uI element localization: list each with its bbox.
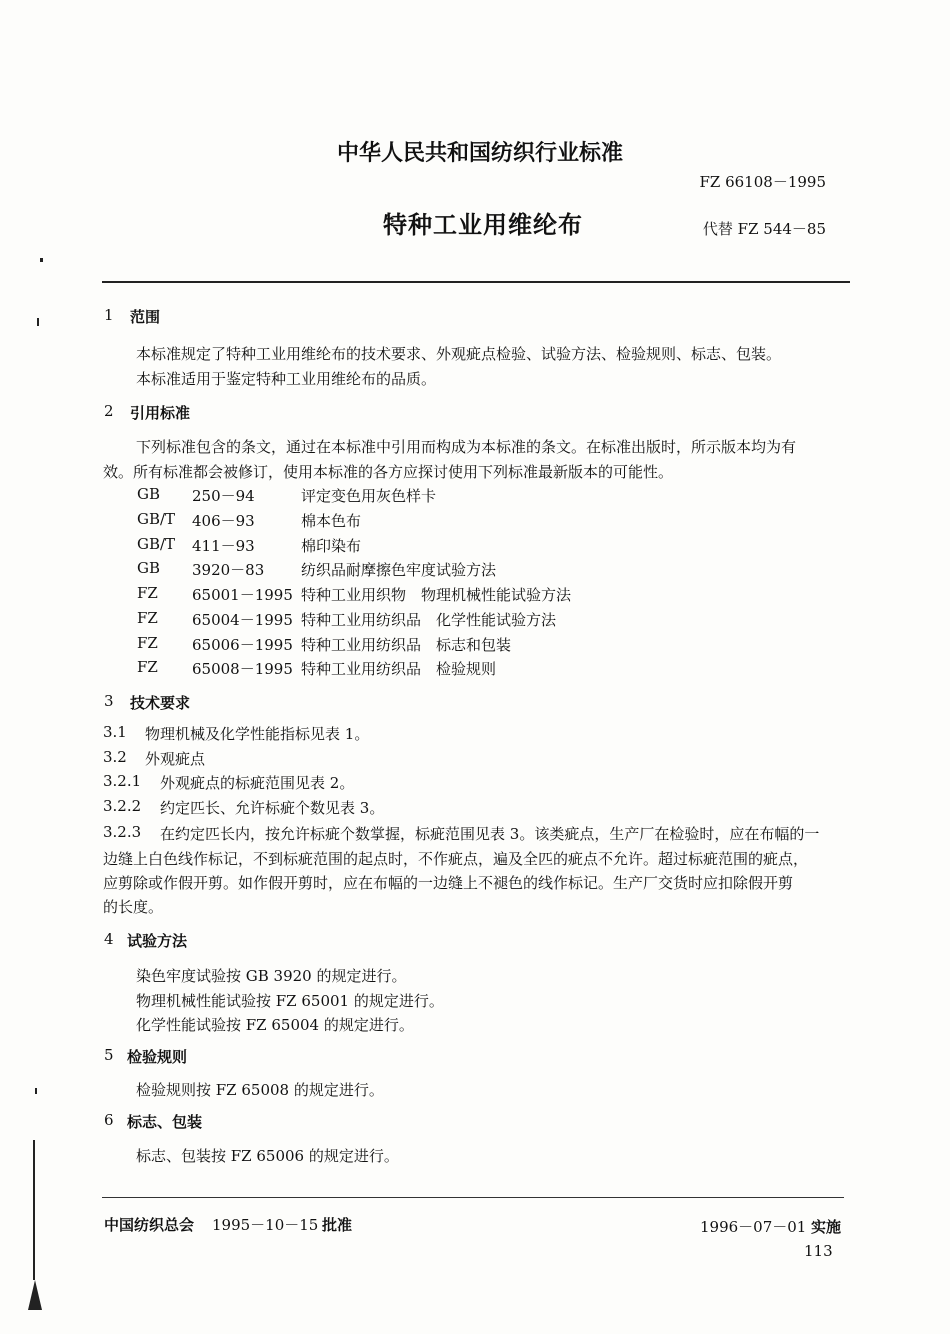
standard-number: FZ 66108－1995 xyxy=(699,173,826,191)
clause-text: 在约定匹长内，按允许标疵个数掌握，标疵范围见表 3。该类疵点，生产厂在检验时，应在布幅的一 xyxy=(160,825,820,843)
section-title-inspection-rules: 检验规则 xyxy=(127,1048,188,1066)
replaces-standard: 代替 FZ 544－85 xyxy=(702,220,826,238)
section-number: 5 xyxy=(104,1046,114,1064)
section-title-test-methods: 试验方法 xyxy=(127,932,188,950)
document-title: 特种工业用维纶布 xyxy=(383,211,583,239)
footer-divider xyxy=(102,1197,844,1198)
issuer: 中国纺织总会 xyxy=(104,1216,195,1234)
scan-artifact xyxy=(33,1140,35,1280)
reference-code: 65001－1995 xyxy=(192,586,293,604)
scan-artifact xyxy=(40,258,43,262)
paragraph: 检验规则按 FZ 65008 的规定进行。 xyxy=(136,1081,384,1099)
reference-name: 特种工业用织物 物理机械性能试验方法 xyxy=(301,586,572,604)
scan-artifact xyxy=(35,1088,37,1094)
reference-prefix: GB/T xyxy=(137,535,176,553)
reference-code: 3920－83 xyxy=(192,561,265,579)
clause-text: 外观疵点的标疵范围见表 2。 xyxy=(160,774,355,792)
reference-name: 评定变色用灰色样卡 xyxy=(301,487,437,505)
org-title: 中华人民共和国纺织行业标准 xyxy=(336,141,623,166)
reference-prefix: GB xyxy=(137,559,161,577)
clause-number: 3.2 xyxy=(103,748,127,766)
section-number: 4 xyxy=(104,930,114,948)
paragraph: 染色牢度试验按 GB 3920 的规定进行。 xyxy=(136,967,407,985)
reference-code: 411－93 xyxy=(192,537,255,555)
clause-number: 3.2.2 xyxy=(103,797,142,815)
reference-code: 65004－1995 xyxy=(192,611,293,629)
reference-name: 特种工业用纺织品 化学性能试验方法 xyxy=(301,611,557,629)
reference-prefix: FZ xyxy=(137,658,158,676)
reference-name: 棉本色布 xyxy=(301,512,362,530)
paragraph: 下列标准包含的条文，通过在本标准中引用而构成为本标准的条文。在标准出版时，所示版本均为有 xyxy=(136,438,797,456)
reference-code: 65008－1995 xyxy=(192,660,293,678)
effective-label: 实施 xyxy=(811,1218,842,1236)
section-title-marking-packaging: 标志、包装 xyxy=(127,1113,203,1131)
section-title-scope: 范围 xyxy=(130,308,161,326)
clause-text: 物理机械及化学性能指标见表 1。 xyxy=(145,725,370,743)
clause-text: 应剪除或作假开剪。如作假开剪时，应在布幅的一边缝上不褪色的线作标记。生产厂交货时应扣除假开剪 xyxy=(103,874,794,892)
reference-prefix: FZ xyxy=(137,609,158,627)
paragraph: 标志、包装按 FZ 65006 的规定进行。 xyxy=(136,1147,399,1165)
reference-prefix: GB/T xyxy=(137,510,176,528)
reference-prefix: GB xyxy=(137,485,161,503)
clause-text: 边缝上白色线作标记，不到标疵范围的起点时，不作疵点，遍及全匹的疵点不允许。超过标疵范围的疵点， xyxy=(103,850,809,868)
section-title-references: 引用标准 xyxy=(130,404,191,422)
reference-name: 棉印染布 xyxy=(301,537,362,555)
reference-prefix: FZ xyxy=(137,584,158,602)
clause-number: 3.2.3 xyxy=(103,823,142,841)
section-number: 6 xyxy=(104,1111,114,1129)
approve-label: 批准 xyxy=(322,1216,353,1234)
reference-name: 特种工业用纺织品 检验规则 xyxy=(301,660,497,678)
clause-text: 约定匹长、允许标疵个数见表 3。 xyxy=(160,799,385,817)
paragraph: 效。所有标准都会被修订，使用本标准的各方应探讨使用下列标准最新版本的可能性。 xyxy=(103,463,674,481)
clause-number: 3.1 xyxy=(103,723,127,741)
effective-date: 1996－07－01 xyxy=(700,1218,807,1236)
section-number: 3 xyxy=(104,692,114,710)
section-number: 2 xyxy=(104,402,114,420)
paragraph: 本标准适用于鉴定特种工业用维纶布的品质。 xyxy=(136,370,437,388)
scan-artifact xyxy=(28,1280,42,1310)
section-title-technical-requirements: 技术要求 xyxy=(130,694,191,712)
reference-name: 特种工业用纺织品 标志和包装 xyxy=(301,636,512,654)
paragraph: 化学性能试验按 FZ 65004 的规定进行。 xyxy=(136,1016,414,1034)
reference-code: 406－93 xyxy=(192,512,255,530)
reference-name: 纺织品耐摩擦色牢度试验方法 xyxy=(301,561,497,579)
clause-number: 3.2.1 xyxy=(103,772,142,790)
reference-prefix: FZ xyxy=(137,634,158,652)
scan-artifact xyxy=(37,318,39,326)
paragraph: 本标准规定了特种工业用维纶布的技术要求、外观疵点检验、试验方法、检验规则、标志、包装。 xyxy=(136,345,782,363)
section-number: 1 xyxy=(104,306,114,324)
clause-text: 外观疵点 xyxy=(145,750,206,768)
clause-text: 的长度。 xyxy=(103,898,164,916)
reference-code: 65006－1995 xyxy=(192,636,293,654)
reference-code: 250－94 xyxy=(192,487,255,505)
page-number: 113 xyxy=(804,1242,833,1260)
paragraph: 物理机械性能试验按 FZ 65001 的规定进行。 xyxy=(136,992,444,1010)
approve-date: 1995－10－15 xyxy=(212,1216,319,1234)
header-divider xyxy=(102,281,850,283)
